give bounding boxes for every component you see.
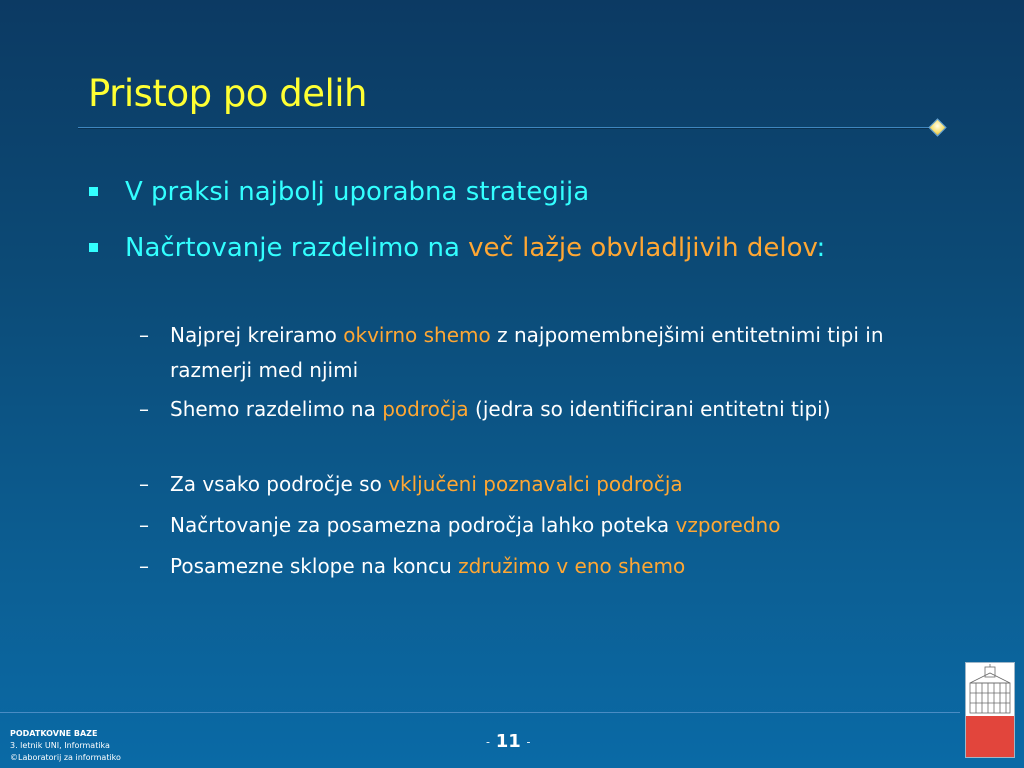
subbullet-highlight: vzporedno bbox=[675, 513, 781, 537]
footer-year: 3. letnik UNI, Informatika bbox=[10, 741, 110, 750]
subbullet-highlight: združimo v eno shemo bbox=[458, 554, 686, 578]
square-bullet-icon bbox=[89, 243, 98, 252]
subbullet-highlight: okvirno shemo bbox=[343, 323, 491, 347]
page-number bbox=[486, 731, 531, 752]
subbullet-text: Za vsako področje so bbox=[170, 472, 389, 496]
page-dash-right: - bbox=[526, 735, 531, 749]
subbullet-item bbox=[139, 508, 910, 543]
building-drawing bbox=[966, 663, 1014, 717]
subbullet-item bbox=[139, 467, 910, 502]
subbullet-item bbox=[139, 549, 910, 584]
subbullet-text: (jedra so identificirani entitetni tipi) bbox=[468, 397, 831, 421]
dash-bullet-icon: – bbox=[139, 323, 149, 347]
subbullet-highlight: področja bbox=[382, 397, 469, 421]
title-divider bbox=[78, 127, 936, 128]
bullet-text: Načrtovanje razdelimo na bbox=[125, 233, 469, 263]
dash-bullet-icon: – bbox=[139, 397, 149, 421]
subbullet-text: Shemo razdelimo na bbox=[170, 397, 383, 421]
subbullet-highlight: vključeni poznavalci področja bbox=[388, 472, 683, 496]
subbullet-text: Najprej kreiramo bbox=[170, 323, 344, 347]
bullet-item bbox=[125, 172, 945, 212]
footer-course: PODATKOVNE BAZE bbox=[10, 729, 98, 738]
university-building-icon bbox=[965, 662, 1015, 758]
diamond-icon bbox=[928, 118, 946, 136]
bullet-text: : bbox=[816, 233, 826, 263]
subbullet-item bbox=[139, 318, 910, 388]
dash-bullet-icon: – bbox=[139, 513, 149, 537]
slide-title: Pristop po delih bbox=[88, 72, 367, 115]
page-dash-left: - bbox=[486, 735, 490, 749]
subbullet-text: z najpomembnejšimi entitetnimi tipi in razmerji med njimi bbox=[170, 323, 884, 382]
bullet-item bbox=[125, 228, 945, 268]
bullet-text: V praksi najbolj uporabna strategija bbox=[125, 177, 590, 207]
logo-red-band bbox=[966, 716, 1014, 757]
subbullet-text: Načrtovanje za posamezna področja lahko poteka bbox=[170, 513, 676, 537]
square-bullet-icon bbox=[89, 187, 98, 196]
subbullet-text: Posamezne sklope na koncu bbox=[170, 554, 459, 578]
footer-copyright: ©Laboratorij za informatiko bbox=[10, 753, 121, 762]
bullet-highlight: več lažje obvladljivih delov bbox=[468, 233, 817, 263]
dash-bullet-icon: – bbox=[139, 472, 149, 496]
footer-divider bbox=[0, 712, 960, 713]
dash-bullet-icon: – bbox=[139, 554, 149, 578]
footer-info bbox=[10, 728, 121, 764]
page-number-value: 11 bbox=[495, 731, 521, 752]
subbullet-item bbox=[139, 392, 910, 427]
